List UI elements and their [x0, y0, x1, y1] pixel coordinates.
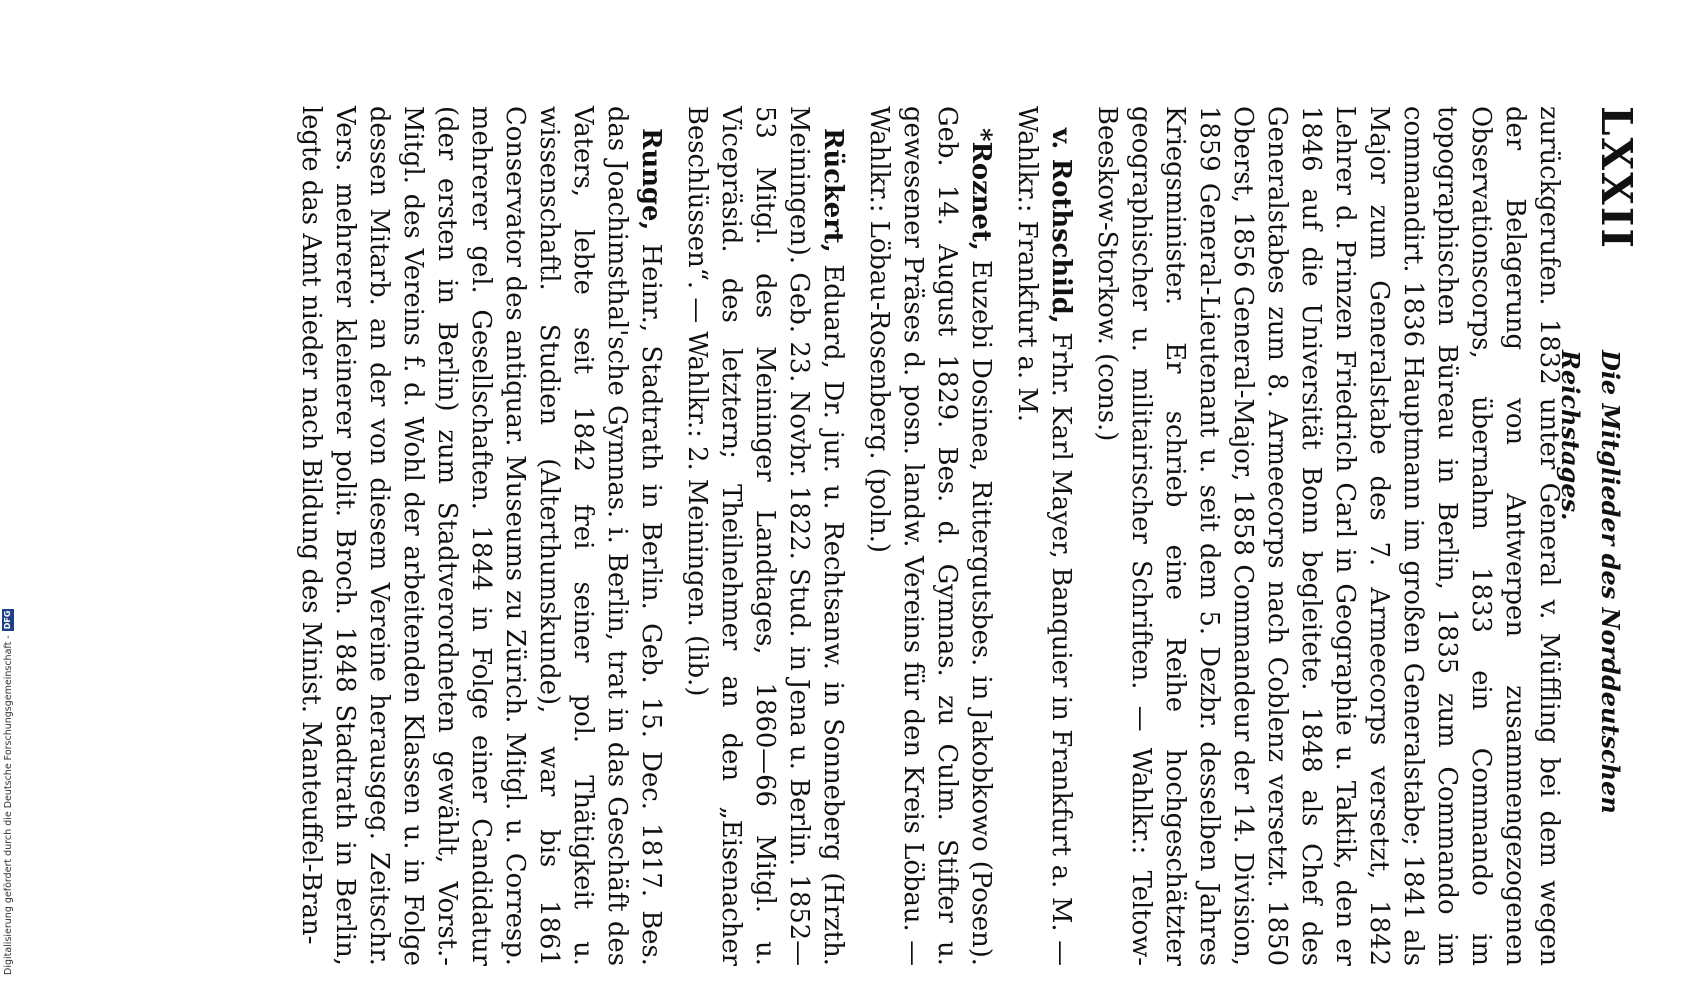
entry-rothschild — [1010, 106, 1078, 966]
entry-name: *Roznet, — [966, 128, 996, 251]
rotated-book-page — [240, 106, 1640, 966]
page-header — [1556, 106, 1641, 966]
entry-name: Rückert, — [818, 128, 848, 253]
entry-roznet — [862, 106, 998, 966]
digitization-notice — [2, 609, 14, 975]
entry-text: Euzebi Dosinea, Rittergutsbes. in Jakobkowo (Posen). Geb. 14. August 1829. Bes. d. Gymnas. zu Culm. Stifter u. gewesener Präses d. posn. landw. Vereins für den Kreis Löbau. — Wahlkr.: Löbau-Rosenberg. (poln.) — [864, 106, 996, 966]
entry-text: Frhr. Karl Mayer, Banquier in Frankfurt a. M. — Wahlkr.: Frankfurt a. M. — [1012, 106, 1076, 966]
dfg-logo: DFG — [3, 610, 12, 630]
entry-runge — [294, 106, 668, 966]
entry-continuation — [1090, 106, 1566, 966]
digitization-sidebar — [0, 0, 22, 1000]
entry-text: zurückgerufen. 1832 unter General v. Müffling bei dem wegen der Belagerung von Antwerpen zusammengezogenen Observationscorps, übernahm 1833 ein Commando im topographischen Büreau in Berlin, 1835 zum Commando im commandirt. 1836 Hauptmann im großen Generalstabe; 1841 als Major zum Generalstabe des 7. Armeecorps versetzt, 1842 Lehrer d. Prinzen Friedrich Carl in Geographie u. Taktik, den er 1846 auf die Universität Bonn begleitete. 1848 als Chef des Generalstabes zum 8. Armeecorps nach Coblenz versetzt. 1850 Oberst, 1856 General-Major, 1858 Commandeur der 14. Division, 1859 General-Lieutenant u. seit dem 5. Dezbr. desselben Jahres Kriegsminister. Er schrieb eine Reihe hochgeschätzter geographischer u. militairischer Schriften. — Wahlkr.: Teltow-Beeskow-Storkow. (cons.) — [1092, 106, 1564, 966]
digitization-notice-text: Digitalisierung gefördert durch die Deutsche Forschungsgemeinschaft - — [2, 635, 14, 975]
entry-name: v. Rothschild, — [1046, 128, 1076, 324]
entry-rueckert — [680, 106, 850, 966]
entry-text: Eduard, Dr. jur. u. Rechtsanw. in Sonneberg (Hrzth. Meiningen). Geb. 23. Novbr. 1822. Stud. in Jena u. Berlin. 1852—53 Mitgl. des Meininger Landtages, 1860—66 Mitgl. u. Vicepräsid. des letztern; Theilnehmer an den „Eisenacher Beschlüssen“. — Wahlkr.: 2. Meiningen. (lib.) — [682, 106, 848, 966]
running-head: Die Mitglieder des Norddeutschen Reichstages. — [1556, 350, 1625, 814]
scanned-page-image — [40, 6, 1686, 996]
entry-name: Runge, — [636, 128, 666, 231]
entry-text: Heinr., Stadtrath in Berlin. Geb. 15. Dec. 1817. Bes. das Joachimsthal'sche Gymnas. i. Berlin, trat in das Geschäft des Vaters, lebte seit 1842 frei seiner pol. Thätigkeit u. wissenschaftl. Studien (Alterthumskunde), war bis 1861 Conservator des antiquar. Museums zu Zürich. Mitgl. u. Corresp. mehrerer gel. Gesellschaften. 1844 in Folge einer Candidatur (der ersten in Berlin) zum Stadtverordneten gewählt, Vorst.-Mitgl. des Vereins f. d. Wohl der arbeitenden Klassen u. in Folge dessen Mitarb. an der von diesem Vereine herausgeg. Zeitschr. Vers. mehrerer kleinerer polit. Broch. 1848 Stadtrath in Berlin, legte das Amt nieder nach Bildung des Minist. Manteuffel-Bran- — [296, 106, 666, 966]
page-number: LXXII — [1592, 106, 1641, 250]
